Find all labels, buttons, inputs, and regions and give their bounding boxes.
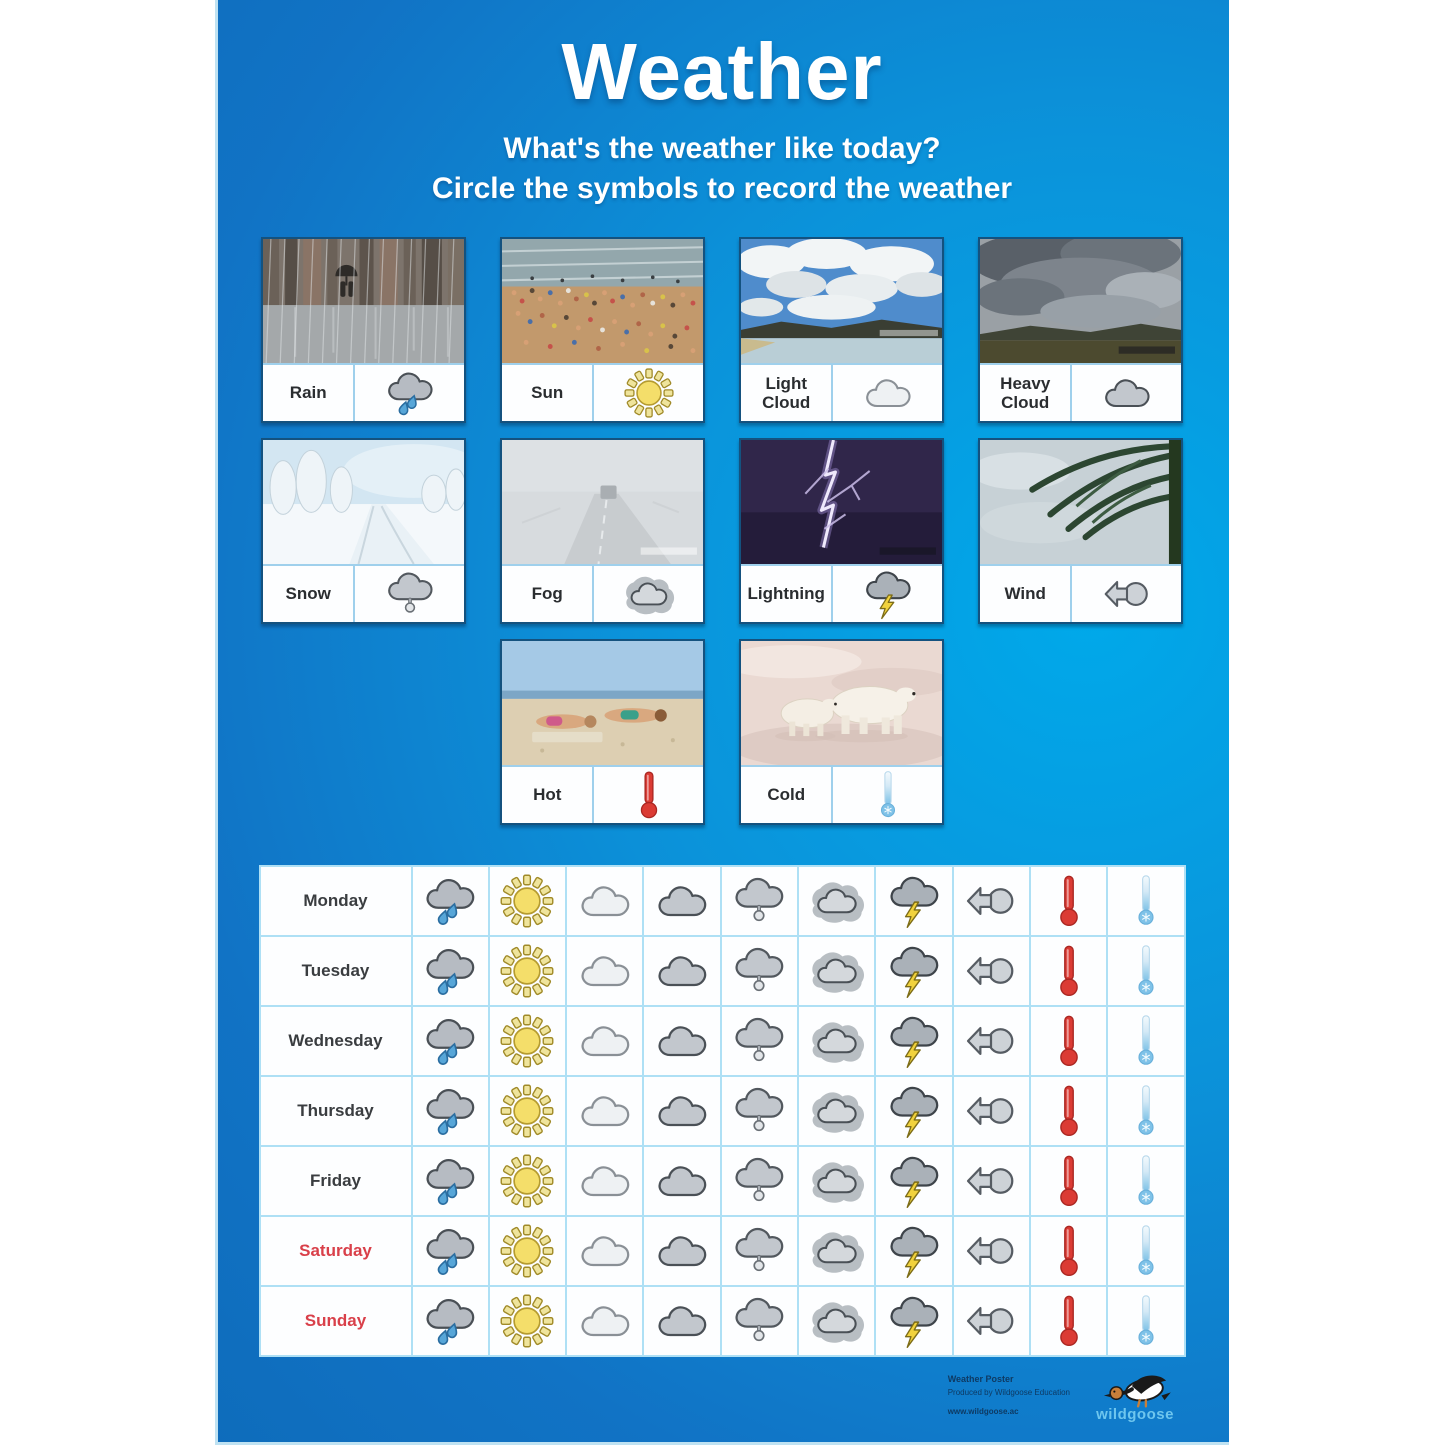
footer-credit-line: Produced by Wildgoose Education	[947, 1387, 1070, 1397]
fog-icon	[806, 873, 868, 929]
monday-lightning-symbol-cell[interactable]	[876, 867, 951, 935]
friday-wind-symbol-cell[interactable]	[954, 1147, 1029, 1215]
day-label-saturday: Saturday	[261, 1217, 411, 1285]
thursday-hot-symbol-cell[interactable]	[1031, 1077, 1106, 1145]
day-label-friday: Friday	[261, 1147, 411, 1215]
snow-icon	[728, 873, 790, 929]
fog-photo	[502, 440, 703, 566]
brand-name: wildgoose	[1096, 1406, 1174, 1424]
cold-icon	[1115, 1083, 1177, 1139]
wind-icon	[960, 873, 1022, 929]
tuesday-light-cloud-symbol-cell[interactable]	[567, 937, 642, 1005]
cold-photo	[741, 641, 942, 767]
poster-title: Weather	[561, 27, 883, 116]
hot-icon	[1038, 1083, 1100, 1139]
wednesday-light-cloud-symbol-cell[interactable]	[567, 1007, 642, 1075]
light-cloud-icon	[855, 367, 921, 419]
sunday-hot-symbol-cell[interactable]	[1031, 1287, 1106, 1355]
fog-caption-strip	[502, 566, 703, 622]
sun-icon	[496, 1293, 558, 1349]
wind-icon	[960, 1293, 1022, 1349]
fog-cloud-icon	[616, 568, 682, 620]
wind-icon	[960, 1223, 1022, 1279]
sunday-wind-symbol-cell[interactable]	[954, 1287, 1029, 1355]
snow-icon	[728, 1083, 790, 1139]
saturday-heavy-cloud-symbol-cell[interactable]	[644, 1217, 719, 1285]
thursday-heavy-cloud-symbol-cell[interactable]	[644, 1077, 719, 1145]
cold-icon	[1115, 1013, 1177, 1069]
wind-icon	[960, 1153, 1022, 1209]
day-label-wednesday: Wednesday	[261, 1007, 411, 1075]
friday-rain-symbol-cell[interactable]	[413, 1147, 488, 1215]
wednesday-cold-symbol-cell[interactable]	[1108, 1007, 1183, 1075]
poster-footer	[252, 1373, 1192, 1423]
saturday-hot-symbol-cell[interactable]	[1031, 1217, 1106, 1285]
light-cloud-icon	[574, 1293, 636, 1349]
lightning-icon	[883, 1083, 945, 1139]
monday-fog-symbol-cell[interactable]	[799, 867, 874, 935]
snow-label: Snow	[263, 566, 355, 622]
snow-cloud-icon	[377, 568, 443, 620]
hot-icon	[1038, 1223, 1100, 1279]
hot-photo	[502, 641, 703, 767]
saturday-wind-symbol-cell[interactable]	[954, 1217, 1029, 1285]
saturday-cold-symbol-cell[interactable]	[1108, 1217, 1183, 1285]
rain-icon	[419, 1083, 481, 1139]
snow-photo	[263, 440, 464, 566]
wednesday-sun-symbol-cell[interactable]	[490, 1007, 565, 1075]
wednesday-lightning-symbol-cell[interactable]	[876, 1007, 951, 1075]
rain-card	[261, 237, 466, 423]
heavy-cloud-card	[978, 237, 1183, 423]
saturday-lightning-symbol-cell[interactable]	[876, 1217, 951, 1285]
sun-icon	[496, 1013, 558, 1069]
wind-caption-strip	[980, 566, 1181, 622]
saturday-light-cloud-symbol-cell[interactable]	[567, 1217, 642, 1285]
heavy-cloud-icon	[651, 873, 713, 929]
light-cloud-symbol[interactable]	[833, 365, 942, 421]
wind-icon	[960, 1083, 1022, 1139]
wind-label: Wind	[980, 566, 1072, 622]
lightning-icon	[883, 1153, 945, 1209]
sun-icon	[496, 1223, 558, 1279]
heavy-cloud-icon	[651, 943, 713, 999]
hot-icon	[1038, 943, 1100, 999]
cold-icon	[1115, 1153, 1177, 1209]
monday-light-cloud-symbol-cell[interactable]	[567, 867, 642, 935]
sunday-sun-symbol-cell[interactable]	[490, 1287, 565, 1355]
sun-icon	[496, 1083, 558, 1139]
hot-symbol[interactable]	[594, 767, 703, 823]
heavy-cloud-photo	[980, 239, 1181, 365]
light-cloud-icon	[574, 1013, 636, 1069]
weather-cards	[261, 237, 1183, 825]
heavy-cloud-icon	[651, 1153, 713, 1209]
tuesday-snow-symbol-cell[interactable]	[722, 937, 797, 1005]
tuesday-wind-symbol-cell[interactable]	[954, 937, 1029, 1005]
monday-heavy-cloud-symbol-cell[interactable]	[644, 867, 719, 935]
sunday-fog-symbol-cell[interactable]	[799, 1287, 874, 1355]
fog-icon	[806, 1153, 868, 1209]
sun-label: Sun	[502, 365, 594, 421]
light-cloud-card	[739, 237, 944, 423]
hot-icon	[1038, 1013, 1100, 1069]
cold-label: Cold	[741, 767, 833, 823]
monday-snow-symbol-cell[interactable]	[722, 867, 797, 935]
friday-sun-symbol-cell[interactable]	[490, 1147, 565, 1215]
sunday-heavy-cloud-symbol-cell[interactable]	[644, 1287, 719, 1355]
snow-icon	[728, 1293, 790, 1349]
lightning-card	[739, 438, 944, 624]
cold-icon	[1115, 1293, 1177, 1349]
saturday-sun-symbol-cell[interactable]	[490, 1217, 565, 1285]
heavy-cloud-caption-strip	[980, 365, 1181, 421]
lightning-photo	[741, 440, 942, 566]
sun-icon	[496, 943, 558, 999]
subtitle-line-2: Circle the symbols to record the weather	[431, 171, 1013, 205]
rain-icon	[419, 873, 481, 929]
wind-icon	[960, 943, 1022, 999]
fog-card	[500, 438, 705, 624]
friday-cold-symbol-cell[interactable]	[1108, 1147, 1183, 1215]
heavy-cloud-symbol[interactable]	[1072, 365, 1181, 421]
sun-photo	[502, 239, 703, 365]
friday-lightning-symbol-cell[interactable]	[876, 1147, 951, 1215]
rain-label: Rain	[263, 365, 355, 421]
rain-icon	[419, 943, 481, 999]
rain-icon	[419, 1293, 481, 1349]
friday-hot-symbol-cell[interactable]	[1031, 1147, 1106, 1215]
fog-icon	[806, 1293, 868, 1349]
rain-icon	[419, 1223, 481, 1279]
weather-poster	[215, 0, 1229, 1445]
fog-icon	[806, 1013, 868, 1069]
footer-small-print	[948, 1373, 1070, 1418]
light-cloud-icon	[574, 873, 636, 929]
lightning-icon	[883, 1223, 945, 1279]
saturday-rain-symbol-cell[interactable]	[413, 1217, 488, 1285]
sun-icon	[496, 873, 558, 929]
tuesday-heavy-cloud-symbol-cell[interactable]	[644, 937, 719, 1005]
wind-arrow-icon	[1094, 568, 1160, 620]
light-cloud-caption-strip	[741, 365, 942, 421]
lightning-cloud-icon	[855, 568, 921, 620]
thursday-light-cloud-symbol-cell[interactable]	[567, 1077, 642, 1145]
tuesday-lightning-symbol-cell[interactable]	[876, 937, 951, 1005]
cold-thermometer-icon	[855, 769, 921, 821]
hot-icon	[1038, 1153, 1100, 1209]
hot-label: Hot	[502, 767, 594, 823]
wind-photo	[980, 440, 1181, 566]
heavy-cloud-icon	[651, 1083, 713, 1139]
friday-fog-symbol-cell[interactable]	[799, 1147, 874, 1215]
hot-icon	[1038, 1293, 1100, 1349]
sunday-rain-symbol-cell[interactable]	[413, 1287, 488, 1355]
sunday-light-cloud-symbol-cell[interactable]	[567, 1287, 642, 1355]
day-label-monday: Monday	[261, 867, 411, 935]
heavy-cloud-icon	[651, 1223, 713, 1279]
heavy-cloud-icon	[1094, 367, 1160, 419]
light-cloud-label: Light Cloud	[741, 365, 833, 421]
thursday-lightning-symbol-cell[interactable]	[876, 1077, 951, 1145]
sun-card	[500, 237, 705, 423]
hot-icon	[1038, 873, 1100, 929]
friday-heavy-cloud-symbol-cell[interactable]	[644, 1147, 719, 1215]
snow-icon	[728, 1223, 790, 1279]
snow-card	[261, 438, 466, 624]
sun-icon	[496, 1153, 558, 1209]
thursday-snow-symbol-cell[interactable]	[722, 1077, 797, 1145]
heavy-cloud-icon	[651, 1013, 713, 1069]
lightning-icon	[883, 873, 945, 929]
footer-product-title: Weather Poster	[947, 1374, 1014, 1385]
friday-snow-symbol-cell[interactable]	[722, 1147, 797, 1215]
fog-icon	[806, 1223, 868, 1279]
hot-caption-strip	[502, 767, 703, 823]
wednesday-wind-symbol-cell[interactable]	[954, 1007, 1029, 1075]
sunday-snow-symbol-cell[interactable]	[722, 1287, 797, 1355]
cold-caption-strip	[741, 767, 942, 823]
day-label-tuesday: Tuesday	[261, 937, 411, 1005]
wednesday-hot-symbol-cell[interactable]	[1031, 1007, 1106, 1075]
lightning-icon	[883, 1013, 945, 1069]
wednesday-rain-symbol-cell[interactable]	[413, 1007, 488, 1075]
tuesday-cold-symbol-cell[interactable]	[1108, 937, 1183, 1005]
snow-icon	[728, 943, 790, 999]
thursday-fog-symbol-cell[interactable]	[799, 1077, 874, 1145]
hot-card	[500, 639, 705, 825]
poster-subtitle	[215, 129, 1229, 209]
day-label-sunday: Sunday	[261, 1287, 411, 1355]
rain-caption-strip	[263, 365, 464, 421]
tuesday-fog-symbol-cell[interactable]	[799, 937, 874, 1005]
day-label-thursday: Thursday	[261, 1077, 411, 1145]
brand-block	[1096, 1369, 1174, 1423]
saturday-fog-symbol-cell[interactable]	[799, 1217, 874, 1285]
lightning-icon	[883, 943, 945, 999]
wednesday-heavy-cloud-symbol-cell[interactable]	[644, 1007, 719, 1075]
monday-hot-symbol-cell[interactable]	[1031, 867, 1106, 935]
lightning-label: Lightning	[741, 566, 833, 622]
sunday-cold-symbol-cell[interactable]	[1108, 1287, 1183, 1355]
rain-symbol[interactable]	[355, 365, 464, 421]
wind-icon	[960, 1013, 1022, 1069]
subtitle-line-1: What's the weather like today?	[503, 131, 941, 165]
rain-icon	[419, 1013, 481, 1069]
snow-icon	[728, 1013, 790, 1069]
cold-icon	[1115, 873, 1177, 929]
wednesday-fog-symbol-cell[interactable]	[799, 1007, 874, 1075]
fog-icon	[806, 1083, 868, 1139]
cold-symbol[interactable]	[833, 767, 942, 823]
friday-light-cloud-symbol-cell[interactable]	[567, 1147, 642, 1215]
rain-cloud-icon	[377, 367, 443, 419]
snow-symbol[interactable]	[355, 566, 464, 622]
sunday-lightning-symbol-cell[interactable]	[876, 1287, 951, 1355]
thursday-rain-symbol-cell[interactable]	[413, 1077, 488, 1145]
lightning-symbol[interactable]	[833, 566, 942, 622]
heavy-cloud-icon	[651, 1293, 713, 1349]
thursday-cold-symbol-cell[interactable]	[1108, 1077, 1183, 1145]
lightning-caption-strip	[741, 566, 942, 622]
thursday-wind-symbol-cell[interactable]	[954, 1077, 1029, 1145]
sun-symbol[interactable]	[594, 365, 703, 421]
sun-icon	[616, 367, 682, 419]
rain-photo	[263, 239, 464, 365]
snow-icon	[728, 1153, 790, 1209]
light-cloud-icon	[574, 943, 636, 999]
tuesday-rain-symbol-cell[interactable]	[413, 937, 488, 1005]
cold-icon	[1115, 943, 1177, 999]
light-cloud-icon	[574, 1223, 636, 1279]
wind-card	[978, 438, 1183, 624]
light-cloud-photo	[741, 239, 942, 365]
snow-caption-strip	[263, 566, 464, 622]
monday-rain-symbol-cell[interactable]	[413, 867, 488, 935]
tuesday-hot-symbol-cell[interactable]	[1031, 937, 1106, 1005]
footer-website: www.wildgoose.ac	[947, 1406, 1019, 1416]
hot-thermometer-icon	[616, 769, 682, 821]
fog-symbol[interactable]	[594, 566, 703, 622]
thursday-sun-symbol-cell[interactable]	[490, 1077, 565, 1145]
weather-week-grid	[259, 865, 1186, 1357]
wednesday-snow-symbol-cell[interactable]	[722, 1007, 797, 1075]
cold-card	[739, 639, 944, 825]
cold-icon	[1115, 1223, 1177, 1279]
monday-wind-symbol-cell[interactable]	[954, 867, 1029, 935]
lightning-icon	[883, 1293, 945, 1349]
monday-cold-symbol-cell[interactable]	[1108, 867, 1183, 935]
fog-icon	[806, 943, 868, 999]
light-cloud-icon	[574, 1153, 636, 1209]
sun-caption-strip	[502, 365, 703, 421]
heavy-cloud-label: Heavy Cloud	[980, 365, 1072, 421]
wildgoose-logo-icon	[1096, 1369, 1174, 1411]
light-cloud-icon	[574, 1083, 636, 1139]
monday-sun-symbol-cell[interactable]	[490, 867, 565, 935]
wind-symbol[interactable]	[1072, 566, 1181, 622]
fog-label: Fog	[502, 566, 594, 622]
saturday-snow-symbol-cell[interactable]	[722, 1217, 797, 1285]
tuesday-sun-symbol-cell[interactable]	[490, 937, 565, 1005]
rain-icon	[419, 1153, 481, 1209]
